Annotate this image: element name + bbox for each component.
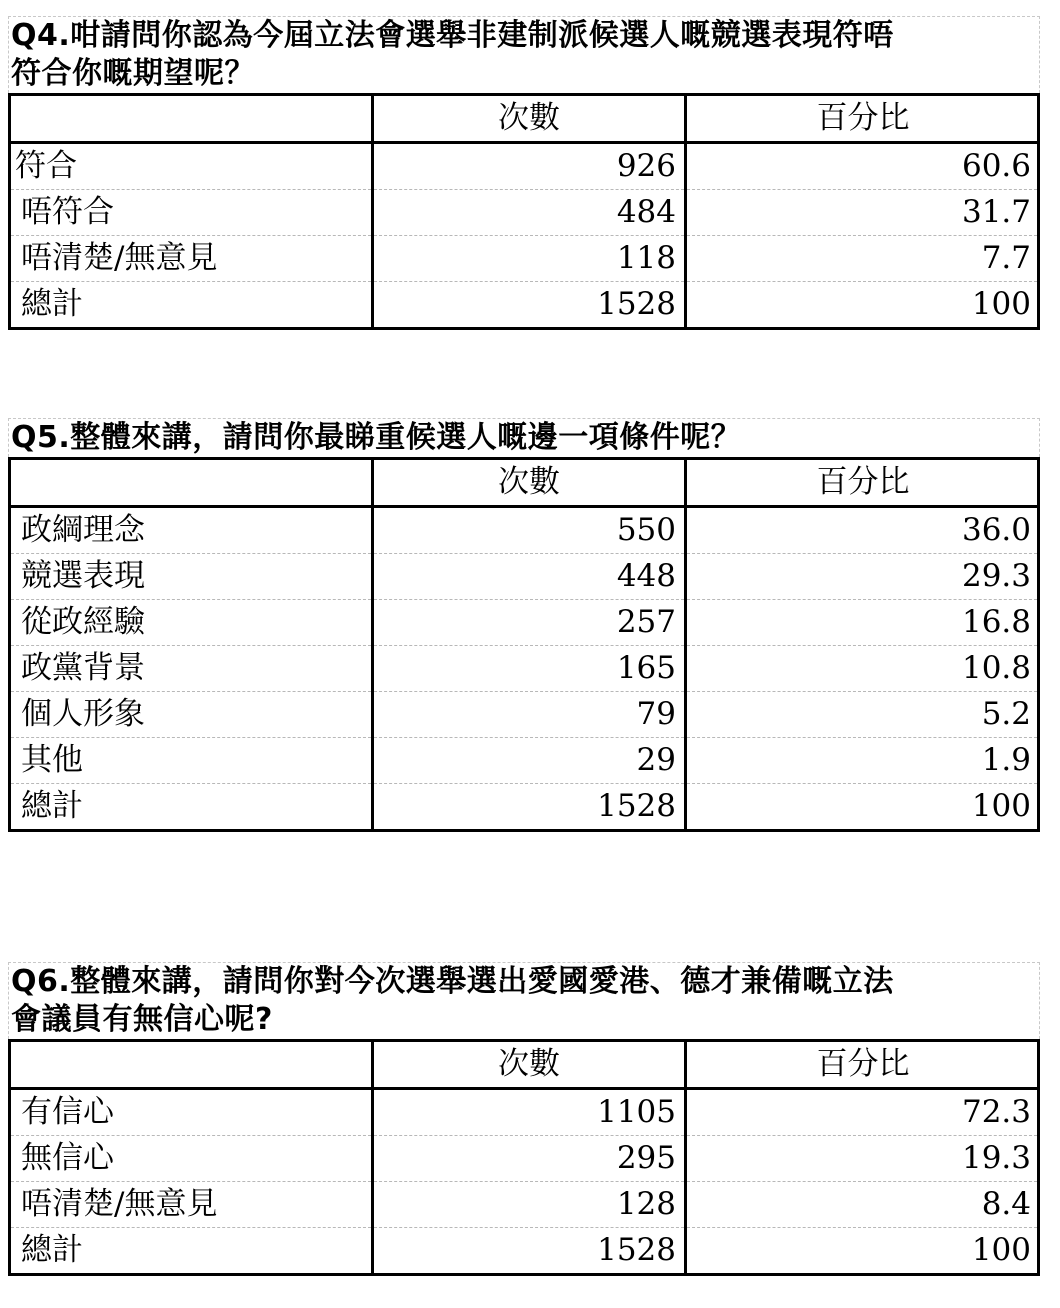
header-label — [10, 459, 373, 507]
row-label: 唔符合 — [10, 190, 373, 236]
row-label: 有信心 — [10, 1089, 373, 1136]
row-percent: 100 — [971, 788, 1031, 824]
header-percent: 百分比 — [686, 459, 1039, 507]
q6-table — [8, 1039, 1040, 1276]
row-count: 926 — [373, 143, 686, 190]
row-percent: 1.9 — [686, 738, 1039, 784]
table-row — [10, 692, 1039, 738]
row-label: 競選表現 — [10, 554, 373, 600]
table-row-total — [10, 282, 1039, 329]
row-count: 118 — [373, 236, 686, 282]
row-count: 1528 — [373, 784, 686, 831]
row-percent: 31.7 — [686, 190, 1039, 236]
header-percent: 百分比 — [686, 95, 1039, 143]
q4-title — [8, 16, 1040, 93]
row-percent: 36.0 — [686, 507, 1039, 554]
q6-title-line2: 會議員有無信心呢? — [11, 1002, 273, 1037]
row-label: 政黨背景 — [10, 646, 373, 692]
row-label: 個人形象 — [10, 692, 373, 738]
row-label: 政綱理念 — [10, 507, 373, 554]
row-label: 無信心 — [10, 1136, 373, 1182]
q6-section — [8, 962, 1040, 1276]
row-label: 從政經驗 — [10, 600, 373, 646]
row-count: 550 — [373, 507, 686, 554]
row-count: 1528 — [373, 282, 686, 329]
row-count: 29 — [373, 738, 686, 784]
q4-table — [8, 93, 1040, 330]
q5-title — [8, 418, 1040, 457]
row-label: 唔清楚/無意見 — [10, 1182, 373, 1228]
header-label — [10, 95, 373, 143]
table-row — [10, 738, 1039, 784]
row-percent: 100 — [971, 1232, 1031, 1268]
table-row — [10, 190, 1039, 236]
q5-section — [8, 418, 1040, 832]
q5-table — [8, 457, 1040, 832]
row-count: 257 — [373, 600, 686, 646]
table-row — [10, 554, 1039, 600]
row-count: 1105 — [373, 1089, 686, 1136]
table-row — [10, 600, 1039, 646]
row-count: 128 — [373, 1182, 686, 1228]
q6-header-row — [10, 1041, 1039, 1089]
q4-header-row — [10, 95, 1039, 143]
header-count: 次數 — [373, 95, 686, 143]
row-percent: 16.8 — [686, 600, 1039, 646]
row-count: 295 — [373, 1136, 686, 1182]
q6-title — [8, 962, 1040, 1039]
row-count: 484 — [373, 190, 686, 236]
q4-section — [8, 16, 1040, 330]
q6-title-line1: Q6.整體來講，請問你對今次選舉選出愛國愛港、德才兼備嘅立法 — [11, 964, 894, 999]
table-row — [10, 143, 1039, 190]
row-count: 448 — [373, 554, 686, 600]
row-percent: 8.4 — [686, 1182, 1039, 1228]
table-row — [10, 236, 1039, 282]
table-row — [10, 1136, 1039, 1182]
row-percent: 19.3 — [686, 1136, 1039, 1182]
row-count: 79 — [373, 692, 686, 738]
row-percent: 5.2 — [686, 692, 1039, 738]
table-row — [10, 507, 1039, 554]
q4-title-line1: Q4.咁請問你認為今屆立法會選舉非建制派候選人嘅競選表現符唔 — [11, 18, 894, 53]
row-percent: 7.7 — [686, 236, 1039, 282]
header-count: 次數 — [373, 1041, 686, 1089]
row-label: 符合 — [10, 143, 373, 190]
row-percent: 10.8 — [686, 646, 1039, 692]
q5-title-line1: Q5.整體來講，請問你最睇重候選人嘅邊一項條件呢？ — [11, 420, 742, 455]
row-label: 其他 — [10, 738, 373, 784]
header-count: 次數 — [373, 459, 686, 507]
table-row — [10, 646, 1039, 692]
row-percent: 72.3 — [686, 1089, 1039, 1136]
row-count: 165 — [373, 646, 686, 692]
table-row-total — [10, 784, 1039, 831]
header-label — [10, 1041, 373, 1089]
row-label: 總計 — [10, 1228, 373, 1275]
row-percent: 29.3 — [686, 554, 1039, 600]
table-row-total — [10, 1228, 1039, 1275]
row-percent: 100 — [971, 286, 1031, 322]
q4-title-line2: 符合你嘅期望呢？ — [11, 56, 255, 91]
row-count: 1528 — [373, 1228, 686, 1275]
row-label: 總計 — [10, 282, 373, 329]
table-row — [10, 1182, 1039, 1228]
row-label: 總計 — [10, 784, 373, 831]
table-row — [10, 1089, 1039, 1136]
q5-header-row — [10, 459, 1039, 507]
header-percent: 百分比 — [686, 1041, 1039, 1089]
row-percent: 60.6 — [686, 143, 1039, 190]
row-label: 唔清楚/無意見 — [10, 236, 373, 282]
